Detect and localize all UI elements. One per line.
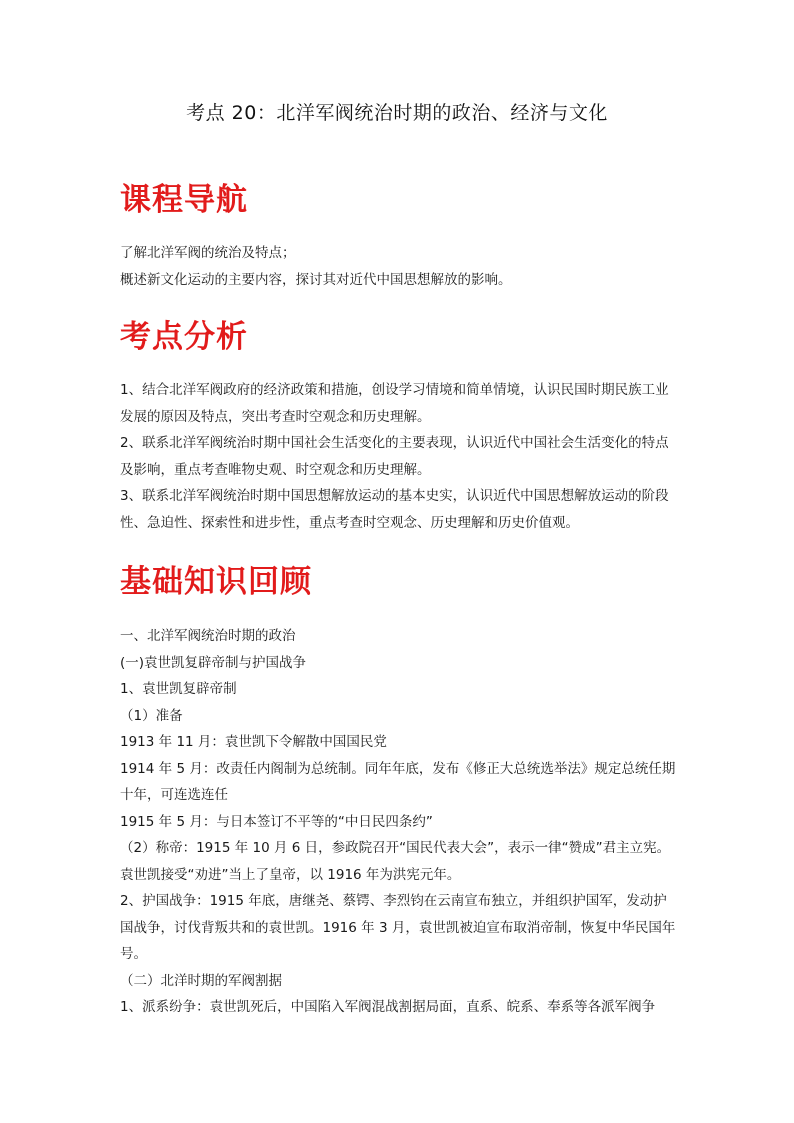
review-paragraph: 2、护国战争：1915 年底，唐继尧、蔡锷、李烈钧在云南宣布独立，并组织护国军，发动护国战争，讨伐背叛共和的袁世凯。1916 年 3 月，袁世凯被迫宣布取消帝制，恢复中华民国年号。 [120,893,676,962]
review-paragraph: 1913 年 11 月：袁世凯下令解散中国国民党 [120,734,387,750]
review-paragraph: 1915 年 5 月：与日本签订不平等的“中日民四条约” [120,813,433,830]
nav-line: 了解北洋军阀的统治及特点； [120,245,296,261]
review-paragraph: （二）北洋时期的军阀割据 [120,972,282,989]
review-paragraph: 1、派系纷争：袁世凯死后，中国陷入军阀混战割据局面，直系、皖系、奉系等各派军阀争 [120,999,656,1015]
course-nav-content [120,240,676,293]
section-heading-exam-analysis: 考点分析 [120,319,248,355]
analysis-paragraph: 2、联系北洋军阀统治时期中国社会生活变化的主要表现，认识近代中国社会生活变化的特点及影响，重点考查唯物史观、时空观念和历史理解。 [120,435,669,478]
document-title: 考点 20：北洋军阀统治时期的政治、经济与文化 [186,102,608,124]
section-heading-course-nav: 课程导航 [120,182,248,218]
analysis-paragraph: 1、结合北洋军阀政府的经济政策和措施，创设学习情境和简单情境，认识民国时期民族工业发展的原因及特点，突出考查时空观念和历史理解。 [120,382,669,425]
review-paragraph: （1）准备 [120,707,183,724]
basic-review-content [120,623,676,1021]
review-paragraph: （2）称帝：1915 年 10 月 6 日，参政院召开“国民代表大会”，表示一律“赞成”君主立宪。袁世凯接受“劝进”当上了皇帝，以 1916 年为洪宪元年。 [120,840,671,883]
review-paragraph: 一、北洋军阀统治时期的政治 [120,628,296,644]
review-paragraph: 1914 年 5 月：改责任内阁制为总统制。同年年底，发布《修正大总统选举法》规定总统任期十年，可连选连任 [120,760,676,803]
nav-line: 概述新文化运动的主要内容，探讨其对近代中国思想解放的影响。 [120,271,512,288]
review-paragraph: (一)袁世凯复辟帝制与护国战争 [120,654,307,671]
exam-analysis-content [120,377,676,536]
analysis-paragraph: 3、联系北洋军阀统治时期中国思想解放运动的基本史实，认识近代中国思想解放运动的阶段性、急迫性、探索性和进步性，重点考查时空观念、历史理解和历史价值观。 [120,488,669,531]
section-heading-basic-review: 基础知识回顾 [120,564,312,600]
review-paragraph: 1、袁世凯复辟帝制 [120,681,237,697]
